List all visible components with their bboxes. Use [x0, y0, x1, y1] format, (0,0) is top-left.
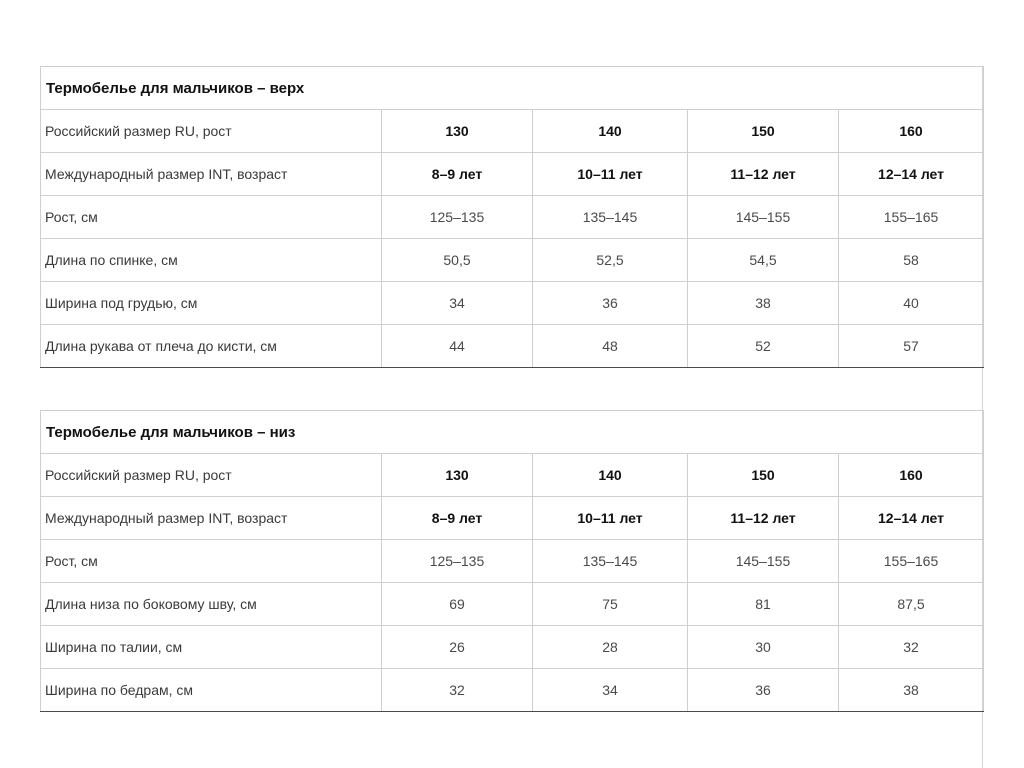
table-cell: 57 [839, 325, 984, 368]
table-row [41, 583, 984, 626]
table-cell: 160 [839, 454, 984, 497]
table-cell: 160 [839, 110, 984, 153]
row-label: Длина по спинке, см [41, 239, 382, 282]
row-label: Длина низа по боковому шву, см [41, 583, 382, 626]
table-title-row [41, 411, 984, 454]
size-table-bottom [40, 410, 984, 712]
table-cell: 48 [533, 325, 688, 368]
row-label: Ширина по талии, см [41, 626, 382, 669]
table-cell: 12–14 лет [839, 497, 984, 540]
table-cell: 140 [533, 454, 688, 497]
table-cell: 135–145 [533, 540, 688, 583]
table-cell: 50,5 [382, 239, 533, 282]
table-cell: 150 [688, 110, 839, 153]
table-cell: 140 [533, 110, 688, 153]
table-cell: 32 [839, 626, 984, 669]
row-label: Ширина по бедрам, см [41, 669, 382, 712]
table-cell: 30 [688, 626, 839, 669]
table-cell: 34 [382, 282, 533, 325]
table-cell: 135–145 [533, 196, 688, 239]
table-cell: 125–135 [382, 540, 533, 583]
row-label: Российский размер RU, рост [41, 454, 382, 497]
table-cell: 87,5 [839, 583, 984, 626]
table-title-row [41, 67, 984, 110]
table-cell: 130 [382, 110, 533, 153]
table-row [41, 196, 984, 239]
table-cell: 125–135 [382, 196, 533, 239]
table-cell: 36 [688, 669, 839, 712]
table-row [41, 497, 984, 540]
table-row [41, 325, 984, 368]
table-cell: 32 [382, 669, 533, 712]
table-cell: 10–11 лет [533, 497, 688, 540]
table-cell: 12–14 лет [839, 153, 984, 196]
table-row [41, 540, 984, 583]
table-title: Термобелье для мальчиков – верх [41, 67, 984, 110]
table-cell: 11–12 лет [688, 497, 839, 540]
table-cell: 150 [688, 454, 839, 497]
table-row [41, 669, 984, 712]
table-cell: 58 [839, 239, 984, 282]
row-label: Международный размер INT, возраст [41, 497, 382, 540]
size-table-top [40, 66, 984, 368]
row-label: Международный размер INT, возраст [41, 153, 382, 196]
table-cell: 38 [839, 669, 984, 712]
table-cell: 130 [382, 454, 533, 497]
table-title: Термобелье для мальчиков – низ [41, 411, 984, 454]
table-cell: 36 [533, 282, 688, 325]
table-row [41, 454, 984, 497]
row-label: Российский размер RU, рост [41, 110, 382, 153]
table-cell: 145–155 [688, 196, 839, 239]
row-label: Рост, см [41, 196, 382, 239]
table-cell: 75 [533, 583, 688, 626]
table-cell: 28 [533, 626, 688, 669]
table-cell: 8–9 лет [382, 153, 533, 196]
table-row [41, 110, 984, 153]
table-cell: 38 [688, 282, 839, 325]
table-cell: 81 [688, 583, 839, 626]
table-cell: 8–9 лет [382, 497, 533, 540]
row-label: Ширина под грудью, см [41, 282, 382, 325]
table-row [41, 239, 984, 282]
row-label: Рост, см [41, 540, 382, 583]
table-cell: 52 [688, 325, 839, 368]
table-cell: 40 [839, 282, 984, 325]
table-cell: 44 [382, 325, 533, 368]
table-row [41, 282, 984, 325]
row-label: Длина рукава от плеча до кисти, см [41, 325, 382, 368]
table-cell: 54,5 [688, 239, 839, 282]
table-cell: 34 [533, 669, 688, 712]
table-cell: 10–11 лет [533, 153, 688, 196]
table-row [41, 626, 984, 669]
table-cell: 52,5 [533, 239, 688, 282]
table-cell: 26 [382, 626, 533, 669]
table-cell: 145–155 [688, 540, 839, 583]
table-cell: 155–165 [839, 540, 984, 583]
table-row [41, 153, 984, 196]
table-cell: 11–12 лет [688, 153, 839, 196]
table-cell: 155–165 [839, 196, 984, 239]
table-cell: 69 [382, 583, 533, 626]
